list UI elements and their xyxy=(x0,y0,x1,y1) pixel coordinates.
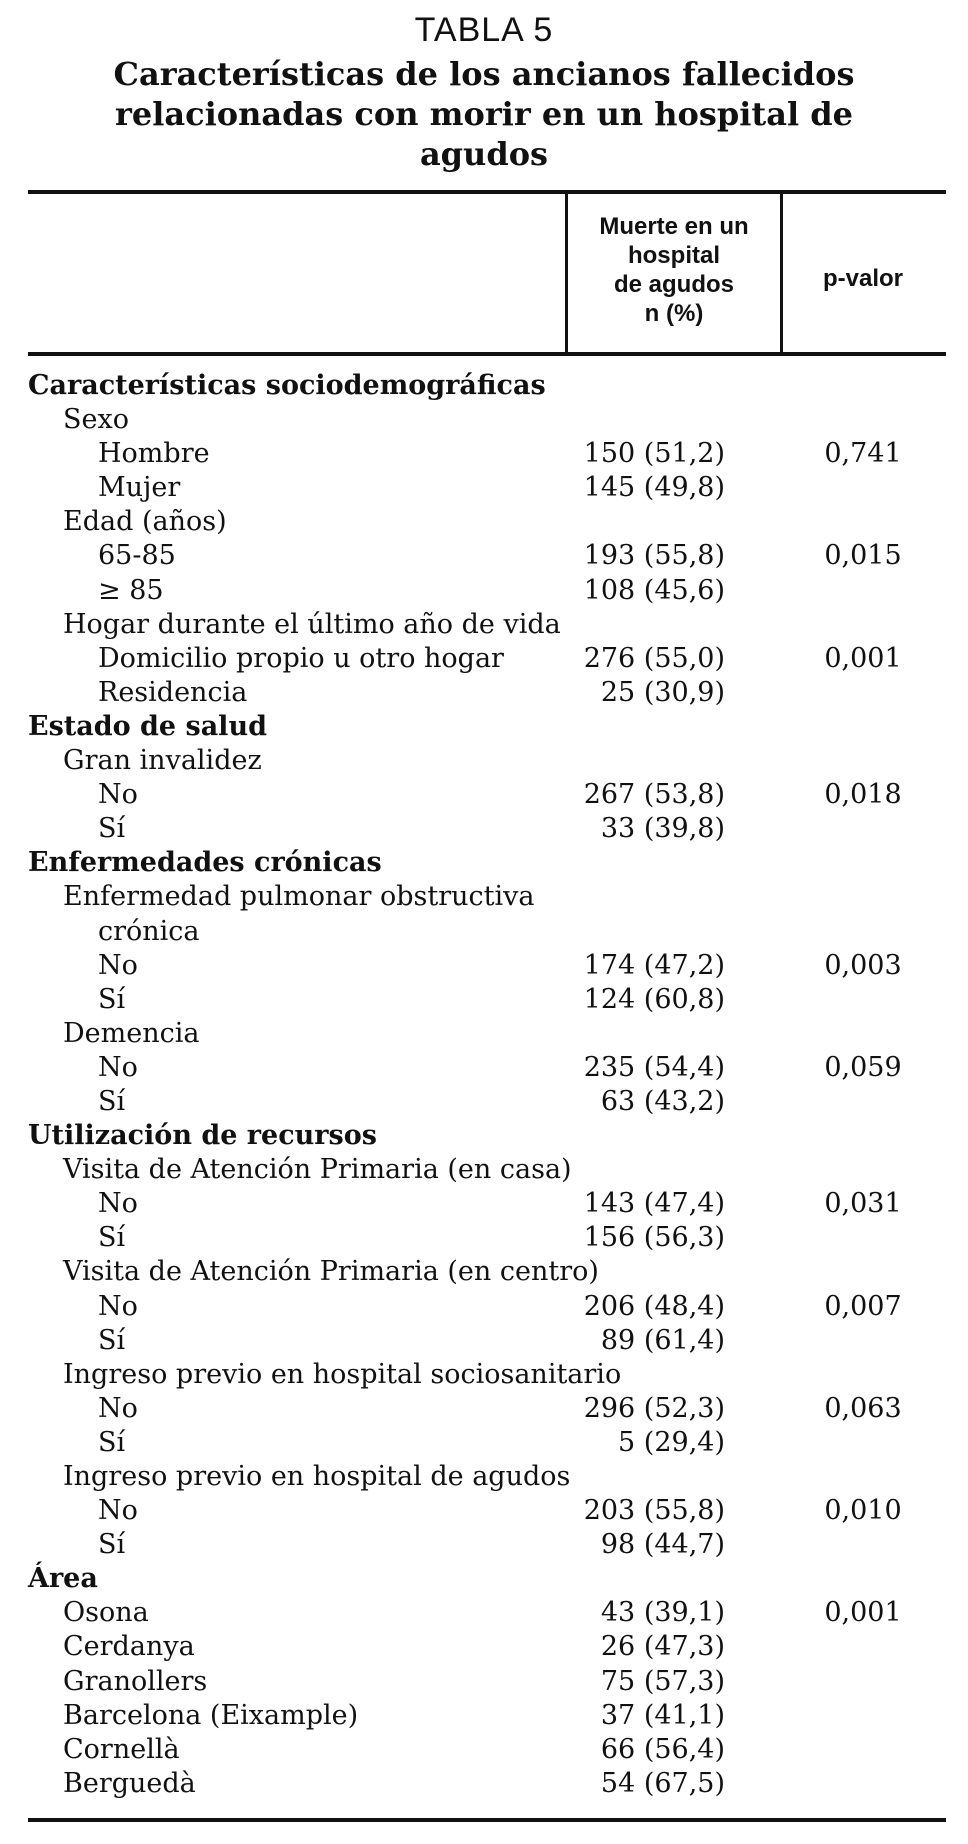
row-label: Residencia xyxy=(98,676,248,708)
table-row xyxy=(0,1528,968,1562)
table-row xyxy=(0,1358,968,1392)
row-label: Ingreso previo en hospital sociosanitario xyxy=(63,1358,622,1390)
death-count-cell: 108 (45,6) xyxy=(583,574,725,606)
section-heading-row xyxy=(0,1119,968,1153)
row-label: 65-85 xyxy=(98,540,176,572)
table-row xyxy=(0,1221,968,1255)
column-header-death-in-hospital xyxy=(568,212,780,328)
table-row xyxy=(0,1699,968,1733)
p-value-cell: 0,018 xyxy=(824,779,902,811)
death-count-cell: 33 (39,8) xyxy=(600,813,725,845)
column-header-p-value: p-valor xyxy=(822,265,903,292)
table-top-rule xyxy=(28,190,946,194)
section-heading-row xyxy=(0,846,968,880)
table-row xyxy=(0,812,968,846)
death-count-cell: 267 (53,8) xyxy=(583,779,725,811)
table-row xyxy=(0,880,968,914)
section-heading: Estado de salud xyxy=(28,710,267,742)
table-row xyxy=(0,1767,968,1801)
table-row xyxy=(0,744,968,778)
table-row xyxy=(0,1187,968,1221)
table-row xyxy=(0,1596,968,1630)
death-count-cell: 150 (51,2) xyxy=(583,438,725,470)
death-count-cell: 43 (39,1) xyxy=(600,1597,725,1629)
section-heading-row xyxy=(0,710,968,744)
table-row xyxy=(0,1153,968,1187)
row-label: crónica xyxy=(98,915,200,947)
death-count-cell: 54 (67,5) xyxy=(600,1767,725,1799)
table-label: TABLA 5 xyxy=(414,11,554,49)
row-label: Edad (años) xyxy=(63,506,227,538)
table-row xyxy=(0,778,968,812)
death-count-cell: 98 (44,7) xyxy=(600,1529,725,1561)
table-row xyxy=(0,539,968,573)
table-row xyxy=(0,642,968,676)
row-label: Hogar durante el último año de vida xyxy=(63,608,561,640)
death-count-cell: 193 (55,8) xyxy=(583,540,725,572)
section-heading: Enfermedades crónicas xyxy=(28,847,382,879)
table-row xyxy=(0,1460,968,1494)
row-label: ≥ 85 xyxy=(98,574,164,606)
row-label: Berguedà xyxy=(63,1767,196,1799)
p-value-cell: 0,059 xyxy=(824,1051,902,1083)
row-label: Sí xyxy=(98,1222,126,1254)
death-count-cell: 26 (47,3) xyxy=(600,1631,725,1663)
death-count-cell: 203 (55,8) xyxy=(583,1495,725,1527)
death-count-cell: 66 (56,4) xyxy=(600,1733,725,1765)
row-label: No xyxy=(98,1290,138,1322)
row-label: Cerdanya xyxy=(63,1631,195,1663)
row-label: Hombre xyxy=(98,438,210,470)
table-body xyxy=(0,369,968,1801)
table-row xyxy=(0,983,968,1017)
row-label: Osona xyxy=(63,1597,149,1629)
section-heading-row xyxy=(0,369,968,403)
table-row xyxy=(0,1630,968,1664)
p-value-cell: 0,001 xyxy=(824,1597,902,1629)
row-label: Gran invalidez xyxy=(63,745,262,777)
death-count-cell: 25 (30,9) xyxy=(600,676,725,708)
table-row xyxy=(0,1255,968,1289)
p-value-cell: 0,007 xyxy=(824,1290,902,1322)
table-bottom-rule xyxy=(28,1818,946,1822)
column-header-line: n (%) xyxy=(644,300,704,327)
p-value-cell: 0,741 xyxy=(824,438,902,470)
death-count-cell: 143 (47,4) xyxy=(583,1188,725,1220)
column-header-line: de agudos xyxy=(613,271,734,298)
p-value-cell: 0,003 xyxy=(824,949,902,981)
p-value-cell: 0,010 xyxy=(824,1495,902,1527)
p-value-cell: 0,031 xyxy=(824,1188,902,1220)
death-count-cell: 63 (43,2) xyxy=(600,1085,725,1117)
row-label: Sí xyxy=(98,1085,126,1117)
table-row xyxy=(0,574,968,608)
section-heading: Características sociodemográficas xyxy=(28,370,546,401)
death-count-cell: 174 (47,2) xyxy=(583,949,725,981)
row-label: No xyxy=(98,1495,138,1527)
row-label: No xyxy=(98,1188,138,1220)
death-count-cell: 276 (55,0) xyxy=(583,642,725,674)
death-count-cell: 145 (49,8) xyxy=(583,472,725,504)
table-row xyxy=(0,403,968,437)
death-count-cell: 37 (41,1) xyxy=(600,1699,725,1731)
row-label: Sí xyxy=(98,1529,126,1561)
row-label: Barcelona (Eixample) xyxy=(63,1699,359,1731)
death-count-cell: 75 (57,3) xyxy=(600,1665,725,1697)
row-label: Visita de Atención Primaria (en centro) xyxy=(63,1256,599,1288)
death-count-cell: 124 (60,8) xyxy=(583,983,725,1015)
row-label: No xyxy=(98,779,138,811)
table-row xyxy=(0,1290,968,1324)
table-row xyxy=(0,608,968,642)
row-label: Domicilio propio u otro hogar xyxy=(98,642,504,674)
row-label: Ingreso previo en hospital de agudos xyxy=(63,1461,571,1492)
table-title: Características de los ancianos fallecidos relacionadas con morir en un hospital de agudos xyxy=(113,55,855,173)
row-label: Sí xyxy=(98,1324,126,1356)
p-value-cell: 0,015 xyxy=(824,540,902,572)
row-label: Sí xyxy=(98,1426,126,1458)
section-heading: Área xyxy=(28,1563,98,1595)
table-row xyxy=(0,1494,968,1528)
p-value-cell: 0,001 xyxy=(824,642,902,674)
row-label: Visita de Atención Primaria (en casa) xyxy=(63,1154,572,1186)
table-row xyxy=(0,1733,968,1767)
table-row xyxy=(0,1392,968,1426)
table-row xyxy=(0,1085,968,1119)
header-bottom-rule xyxy=(28,352,946,356)
row-label: No xyxy=(98,949,138,981)
row-label: Demencia xyxy=(63,1017,200,1049)
death-count-cell: 156 (56,3) xyxy=(583,1222,725,1254)
death-count-cell: 235 (54,4) xyxy=(583,1051,725,1083)
row-label: Sí xyxy=(98,813,126,845)
table-row xyxy=(0,505,968,539)
death-count-cell: 5 (29,4) xyxy=(618,1426,725,1458)
table-row xyxy=(0,915,968,949)
table-row xyxy=(0,471,968,505)
p-value-cell: 0,063 xyxy=(824,1392,902,1424)
table-row xyxy=(0,1051,968,1085)
death-count-cell: 206 (48,4) xyxy=(583,1290,725,1322)
row-label: Granollers xyxy=(63,1665,208,1697)
column-header-line: hospital xyxy=(627,242,720,269)
death-count-cell: 89 (61,4) xyxy=(600,1324,725,1356)
row-label: Sí xyxy=(98,983,126,1015)
column-header-line: Muerte en un xyxy=(599,213,749,240)
section-heading: Utilización de recursos xyxy=(28,1120,377,1152)
row-label: Sexo xyxy=(63,404,129,436)
death-count-cell: 296 (52,3) xyxy=(583,1392,725,1424)
table-row xyxy=(0,1324,968,1358)
table-row xyxy=(0,437,968,471)
row-label: No xyxy=(98,1392,138,1424)
table-row xyxy=(0,676,968,710)
section-heading-row xyxy=(0,1562,968,1596)
table-row xyxy=(0,1665,968,1699)
row-label: No xyxy=(98,1051,138,1083)
table-row xyxy=(0,1426,968,1460)
table-row xyxy=(0,1017,968,1051)
row-label: Cornellà xyxy=(63,1733,180,1765)
table-row xyxy=(0,949,968,983)
row-label: Mujer xyxy=(98,472,181,504)
row-label: Enfermedad pulmonar obstructiva xyxy=(63,881,535,913)
